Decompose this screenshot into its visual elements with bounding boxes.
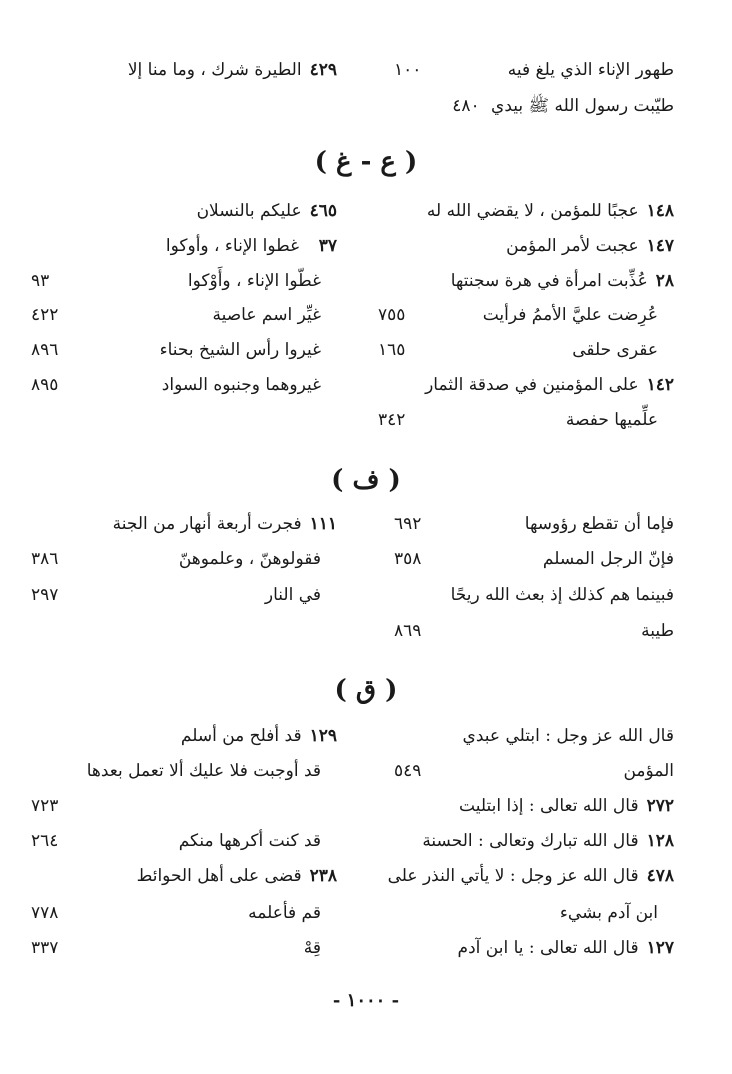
list-item [384,228,674,264]
entry-text: قال الله عز وجل : ابتلي عبدي [462,726,674,746]
entry-text: طيّبت رسول الله ﷺ بيدي [491,96,674,116]
page-number: ٣٥٨ [394,549,422,569]
list-item [384,52,674,88]
entry-text: في النار [264,585,321,605]
list-item [31,577,337,613]
list-item [47,718,337,754]
list-item [31,541,337,577]
entry-text: قال الله تعالى : يا ابن آدم [457,938,639,958]
entry-text: طهور الإناء الذي يلغ فيه [507,60,674,80]
entry-text: غيروا رأس الشيخ بحناء [159,340,321,360]
entry-text: علِّميها حفصة [565,410,658,430]
page-number: ٢٩٧ [31,585,59,605]
hadith-number: ٤٧٨ [646,866,674,886]
list-item [384,753,674,789]
entry-text: فإما أن تقطع رؤوسها [524,514,674,534]
list-item [384,88,674,124]
list-item [368,402,674,438]
entry-text: ابن آدم بشيء [559,903,658,923]
entry-text: فجرت أربعة أنهار من الجنة [112,514,302,534]
hadith-number: ٢٣٨ [309,866,337,886]
page-number: ٣٣٧ [31,938,59,958]
hadith-number: ٢٨ [655,271,674,291]
page-number: ١٠٠ [394,60,422,80]
hadith-number: ١٤٨ [646,201,674,221]
page-number: ٤٨٠ [452,96,480,116]
entry-text: عقرى حلقى [572,340,658,360]
list-item [368,332,674,368]
entry-text: قال الله عز وجل : لا يأتي النذر على [387,866,639,886]
entry-text: الطيرة شرك ، وما منا إلا [127,60,302,80]
page-number: ٨٦٩ [394,621,422,641]
list-item [31,895,337,931]
list-item [47,52,337,88]
hadith-number: ٣٧ [318,236,337,256]
list-item [384,823,674,859]
entry-text: قضى على أهل الحوائط [136,866,302,886]
hadith-number: ٤٦٥ [309,201,337,221]
list-item [31,332,337,368]
list-item [47,506,337,542]
page-number: ٣٤٢ [378,410,406,430]
list-item [384,577,674,613]
page-number: ٧٢٣ [31,796,59,816]
list-item [31,823,337,859]
list-item [47,228,337,264]
list-item [31,263,337,299]
page-number: ٣٨٦ [31,549,59,569]
entry-text: قِهْ [303,938,321,958]
list-item [368,297,674,333]
hadith-number: ١٢٨ [646,831,674,851]
entry-text: قال الله تعالى : إذا ابتليت [459,796,639,816]
entry-text: غيِّر اسم عاصية [212,305,321,325]
page-number: ٨٩٥ [31,375,59,395]
list-item [384,193,674,229]
section-heading: ( ف ) [331,465,401,495]
entry-text: قد كنت أكرهها منكم [178,831,321,851]
entry-text: طيبة [641,621,674,641]
hadith-number: ١٢٩ [309,726,337,746]
entry-text: قم فأعلمه [248,903,321,923]
hadith-number: ١٢٧ [646,938,674,958]
page-number: ٩٣ [31,271,50,291]
entry-text: قد أفلح من أسلم [180,726,302,746]
page-number: ٢٦٤ [31,831,59,851]
entry-text: غيروهما وجنبوه السواد [161,375,321,395]
list-item [47,193,337,229]
list-item [384,506,674,542]
entry-text: عجبت لأمر المؤمن [506,236,639,256]
list-item [384,858,674,894]
entry-text: فإنّ الرجل المسلم [542,549,674,569]
list-item [31,930,337,966]
page-number: ٤٢٢ [31,305,59,325]
section-heading: ( ع - غ ) [314,147,418,177]
hadith-number: ٤٢٩ [309,60,337,80]
hadith-number: ١١١ [309,514,337,534]
page-number: ٥٤٩ [394,761,422,781]
page-number: ٨٩٦ [31,340,59,360]
list-item [31,297,337,333]
page-number: ٧٥٥ [378,305,406,325]
hadith-number: ٢٧٢ [646,796,674,816]
page-footer-number: - ١٠٠٠ - [332,990,400,1011]
list-item [384,541,674,577]
page-number: ٧٧٨ [31,903,59,923]
list-item [384,263,674,299]
list-item [47,858,337,894]
entry-text: قال الله تبارك وتعالى : الحسنة [422,831,639,851]
hadith-number: ١٤٧ [646,236,674,256]
entry-text: عُذِّبت امرأة في هرة سجنتها [450,271,648,291]
list-item [384,788,674,824]
section-heading: ( ق ) [334,675,398,705]
page-number: ١٦٥ [378,340,406,360]
page-number: ٦٩٢ [394,514,422,534]
entry-text: غطّوا الإناء ، وأَوْكوا [187,271,321,291]
entry-text: عُرِضت عليَّ الأممُ فرأيت [482,305,658,325]
list-item [384,367,674,403]
list-item [384,613,674,649]
entry-text: قد أوجبت فلا عليك ألا تعمل بعدها [86,761,321,781]
entry-text: فقولوهنّ ، وعلموهنّ [178,549,321,569]
entry-text: على المؤمنين في صدقة الثمار [425,375,639,395]
entry-text: عجبًا للمؤمن ، لا يقضي الله له [426,201,639,221]
list-item [384,930,674,966]
entry-text: عليكم بالنسلان [196,201,302,221]
entry-text: المؤمن [623,761,674,781]
list-item [384,718,674,754]
hadith-number: ١٤٢ [646,375,674,395]
entry-text: فبينما هم كذلك إذ بعث الله ريحًا [450,585,674,605]
list-item [31,367,337,403]
list-item [31,753,337,789]
list-item [368,895,674,931]
entry-text: غطوا الإناء ، وأوكوا [165,236,299,256]
list-item [31,788,337,824]
